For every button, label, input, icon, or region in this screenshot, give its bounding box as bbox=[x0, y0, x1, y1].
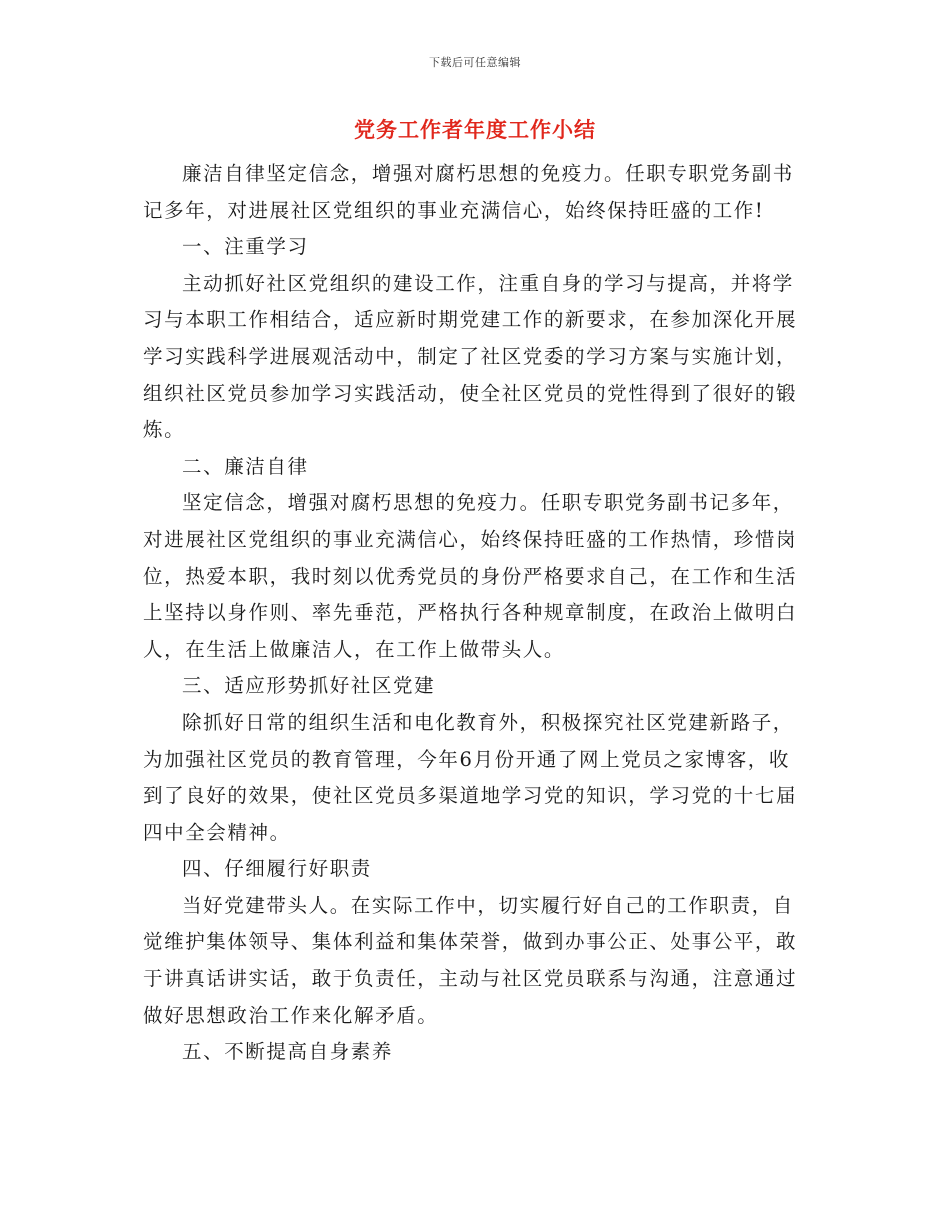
header-note: 下载后可任意编辑 bbox=[429, 56, 521, 69]
section-paragraph-3: 除抓好日常的组织生活和电化教育外，积极探究社区党建新路子，为加强社区党员的教育管理，今年6月份开通了网上党员之家博客，收到了良好的效果，使社区党员多渠道地学习党的知识，学习党的十七届四中全会精神。 bbox=[143, 710, 798, 844]
intro-paragraph: 廉洁自律坚定信念，增强对腐朽思想的免疫力。任职专职党务副书记多年，对进展社区党组织的事业充满信心，始终保持旺盛的工作! bbox=[143, 162, 794, 222]
section-heading-3: 三、适应形势抓好社区党建 bbox=[182, 674, 436, 698]
section-paragraph-1: 主动抓好社区党组织的建设工作，注重自身的学习与提高，并将学习与本职工作相结合，适应新时期党建工作的新要求，在参加深化开展学习实践科学进展观活动中，制定了社区党委的学习方案与实施计划，组织社区党员参加学习实践活动，使全社区党员的党性得到了很好的锻炼。 bbox=[143, 271, 798, 442]
section-paragraph-4: 当好党建带头人。在实际工作中，切实履行好自己的工作职责，自觉维护集体领导、集体利益和集体荣誉，做到办事公正、处事公平，敢于讲真话讲实话，敢于负责任，主动与社区党员联系与沟通，注意通过做好思想政治工作来化解矛盾。 bbox=[143, 893, 798, 1027]
document-body bbox=[143, 156, 807, 1071]
section-heading-4: 四、仔细履行好职责 bbox=[182, 857, 372, 881]
section-heading-5: 五、不断提高自身素养 bbox=[182, 1040, 394, 1064]
section-paragraph-2: 坚定信念，增强对腐朽思想的免疫力。任职专职党务副书记多年，对进展社区党组织的事业充满信心，始终保持旺盛的工作热情，珍惜岗位，热爱本职，我时刻以优秀党员的身份严格要求自己，在工作和生活上坚持以身作则、率先垂范，严格执行各种规章制度，在政治上做明白人，在生活上做廉洁人，在工作上做带头人。 bbox=[143, 491, 798, 661]
document-title: 党务工作者年度工作小结 bbox=[354, 117, 596, 142]
section-heading-1: 一、注重学习 bbox=[182, 235, 309, 259]
section-heading-2: 二、廉洁自律 bbox=[182, 454, 309, 478]
